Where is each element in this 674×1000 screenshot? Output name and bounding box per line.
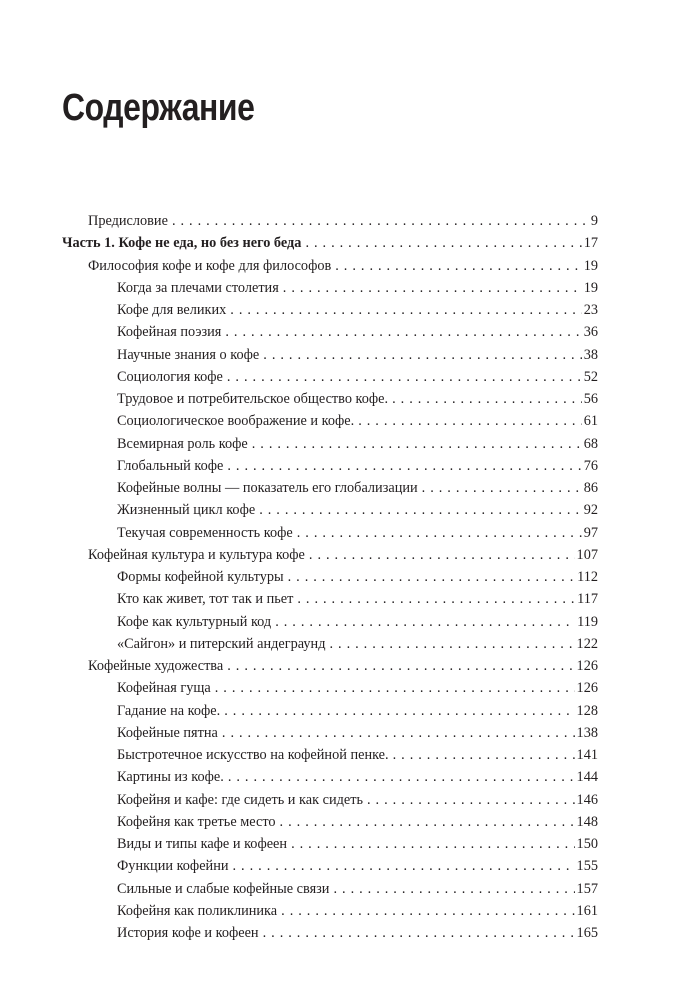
toc-entry-section[interactable] [62,878,598,900]
dot-leader [224,700,574,722]
toc-entry-section[interactable] [62,700,598,722]
toc-entry-title: Часть 1. Кофе не еда, но без него беда [62,235,302,252]
toc-entry-title: Глобальный кофе [117,457,224,474]
toc-entry-title: Социологическое воображение и кофе. [117,413,355,430]
toc-entry-section[interactable] [62,455,598,477]
toc-entry-title: История кофе и кофеен [117,925,259,941]
toc-page-number: 148 [576,813,598,830]
toc-page-number: 155 [576,858,598,875]
toc-entry-chapter[interactable] [62,655,598,677]
toc-entry-title: Трудовое и потребительское общество кофе. [117,391,389,407]
toc-entry-title: Функции кофейни [117,858,229,875]
toc-entry-section[interactable] [62,433,598,455]
toc-page-number: 92 [583,502,598,519]
dot-leader [259,499,582,521]
toc-page-number: 150 [576,836,598,852]
toc-page-number: 119 [577,613,598,630]
toc-page-number: 128 [576,702,598,719]
toc-page-number: 56 [583,391,598,407]
toc-entry-title: Быстротечное искусство на кофейной пенке. [117,747,389,763]
toc-entry-section[interactable] [62,677,598,699]
toc-entry-title: Гадание на кофе. [117,702,221,719]
dot-leader [297,522,582,544]
toc-entry-section[interactable] [62,344,598,366]
toc-entry-title: Жизненный цикл кофе [117,502,256,519]
dot-leader [281,900,574,922]
dot-leader [291,833,574,855]
toc-entry-title: Философия кофе и кофе для философов [88,257,332,274]
toc-page-number: 52 [583,368,598,385]
toc-page-number: 146 [576,791,598,808]
toc-entry-title: Кофейные волны — показатель его глобализации [117,480,418,496]
toc-entry-title: Кофейные художества [88,658,224,674]
toc-page-number: 61 [583,413,598,430]
toc-page-number: 19 [583,279,598,296]
toc-entry-title: Кофе для великих [117,302,227,318]
toc-entry-section[interactable] [62,633,598,655]
toc-entry-section[interactable] [62,277,598,299]
dot-leader [227,455,581,477]
toc-page-number: 126 [576,658,598,674]
toc-page-number: 117 [577,591,598,608]
toc-entry-title: Картины из кофе. [117,769,224,786]
toc-page-number: 107 [576,546,598,563]
toc-page-number: 141 [576,747,598,763]
toc-entry-part-1[interactable] [62,232,598,254]
toc-page-number: 23 [583,302,598,318]
dot-leader [227,366,582,388]
toc-page-number: 9 [590,213,598,229]
toc-page-number: 138 [576,724,598,741]
dot-leader [329,633,574,655]
toc-page-number: 76 [583,457,598,474]
toc-entry-section[interactable] [62,744,598,766]
dot-leader [305,232,581,254]
dot-leader [283,277,582,299]
toc-page-number: 19 [583,257,598,274]
toc-entry-title: Предисловие [88,213,168,229]
toc-entry-title: Кофейня и кафе: где сидеть и как сидеть [117,791,363,808]
toc-entry-section[interactable] [62,522,598,544]
toc-entry-section[interactable] [62,299,598,321]
dot-leader [233,855,575,877]
dot-leader [358,410,582,432]
dot-leader [227,655,574,677]
dot-leader [228,766,575,788]
toc-entry-title: Научные знания о кофе [117,346,260,363]
toc-entry-section[interactable] [62,321,598,343]
dot-leader [333,878,574,900]
dot-leader [392,388,582,410]
toc-entry-section[interactable] [62,611,598,633]
toc-entry-title: Текучая современность кофе [117,524,293,541]
dot-leader [230,299,581,321]
dot-leader [222,722,575,744]
toc-page-number: 112 [577,569,598,585]
dot-leader [288,566,575,588]
toc-entry-section[interactable] [62,366,598,388]
toc-entry-title: Кофейные пятна [117,724,218,741]
toc-entry-title: Сильные и слабые кофейные связи [117,880,330,897]
dot-leader [252,433,582,455]
toc-page-number: 161 [576,902,598,919]
dot-leader [225,321,581,343]
toc-entry-section[interactable] [62,766,598,788]
toc-page-number: 17 [583,235,598,252]
toc-entry-section[interactable] [62,811,598,833]
toc-entry-section[interactable] [62,900,598,922]
toc-entry-section[interactable] [62,855,598,877]
toc-entry-preface[interactable] [62,210,598,232]
toc-entry-title: Всемирная роль кофе [117,435,248,452]
toc-entry-title: Виды и типы кафе и кофеен [117,836,288,852]
toc-entry-title: «Сайгон» и питерский андеграунд [117,635,326,652]
toc-entry-title: Кофейная поэзия [117,324,222,341]
dot-leader [422,477,582,499]
toc-page-number: 97 [583,524,598,541]
dot-leader [367,789,575,811]
toc-entry-title: Формы кофейной культуры [117,569,284,585]
toc-entry-section[interactable] [62,789,598,811]
dot-leader [172,210,589,232]
toc-entry-section[interactable] [62,410,598,432]
toc-entry-chapter[interactable] [62,544,598,566]
dot-leader [280,811,575,833]
toc-entry-title: Кофейная гуща [117,680,211,697]
toc-page-number: 165 [576,925,598,941]
toc-page-number: 36 [583,324,598,341]
dot-leader [297,588,575,610]
toc-entry-section[interactable] [62,588,598,610]
toc-page-number: 86 [583,480,598,496]
toc-entry-title: Кофе как культурный код [117,613,272,630]
page-title: Содержание [62,87,255,129]
toc-entry-section[interactable] [62,477,598,499]
dot-leader [215,677,575,699]
dot-leader [263,922,575,944]
toc-entry-title: Социология кофе [117,368,223,385]
table-of-contents [62,210,598,944]
toc-page-number: 126 [576,680,598,697]
toc-page-number: 157 [576,880,598,897]
toc-entry-title: Кофейня как третье место [117,813,276,830]
toc-entry-title: Кто как живет, тот так и пьет [117,591,294,608]
toc-entry-section[interactable] [62,722,598,744]
dot-leader [335,255,581,277]
dot-leader [275,611,575,633]
dot-leader [263,344,581,366]
toc-entry-title: Кофейная культура и культура кофе [88,546,305,563]
toc-entry-section[interactable] [62,388,598,410]
toc-entry-section[interactable] [62,833,598,855]
toc-entry-section[interactable] [62,922,598,944]
toc-page-number: 68 [583,435,598,452]
toc-entry-title: Когда за плечами столетия [117,279,279,296]
toc-entry-chapter[interactable] [62,255,598,277]
toc-entry-section[interactable] [62,566,598,588]
dot-leader [393,744,575,766]
toc-page-number: 38 [583,346,598,363]
dot-leader [309,544,575,566]
toc-page-number: 122 [576,635,598,652]
toc-page-number: 144 [576,769,598,786]
toc-entry-title: Кофейня как поликлиника [117,902,278,919]
toc-entry-section[interactable] [62,499,598,521]
